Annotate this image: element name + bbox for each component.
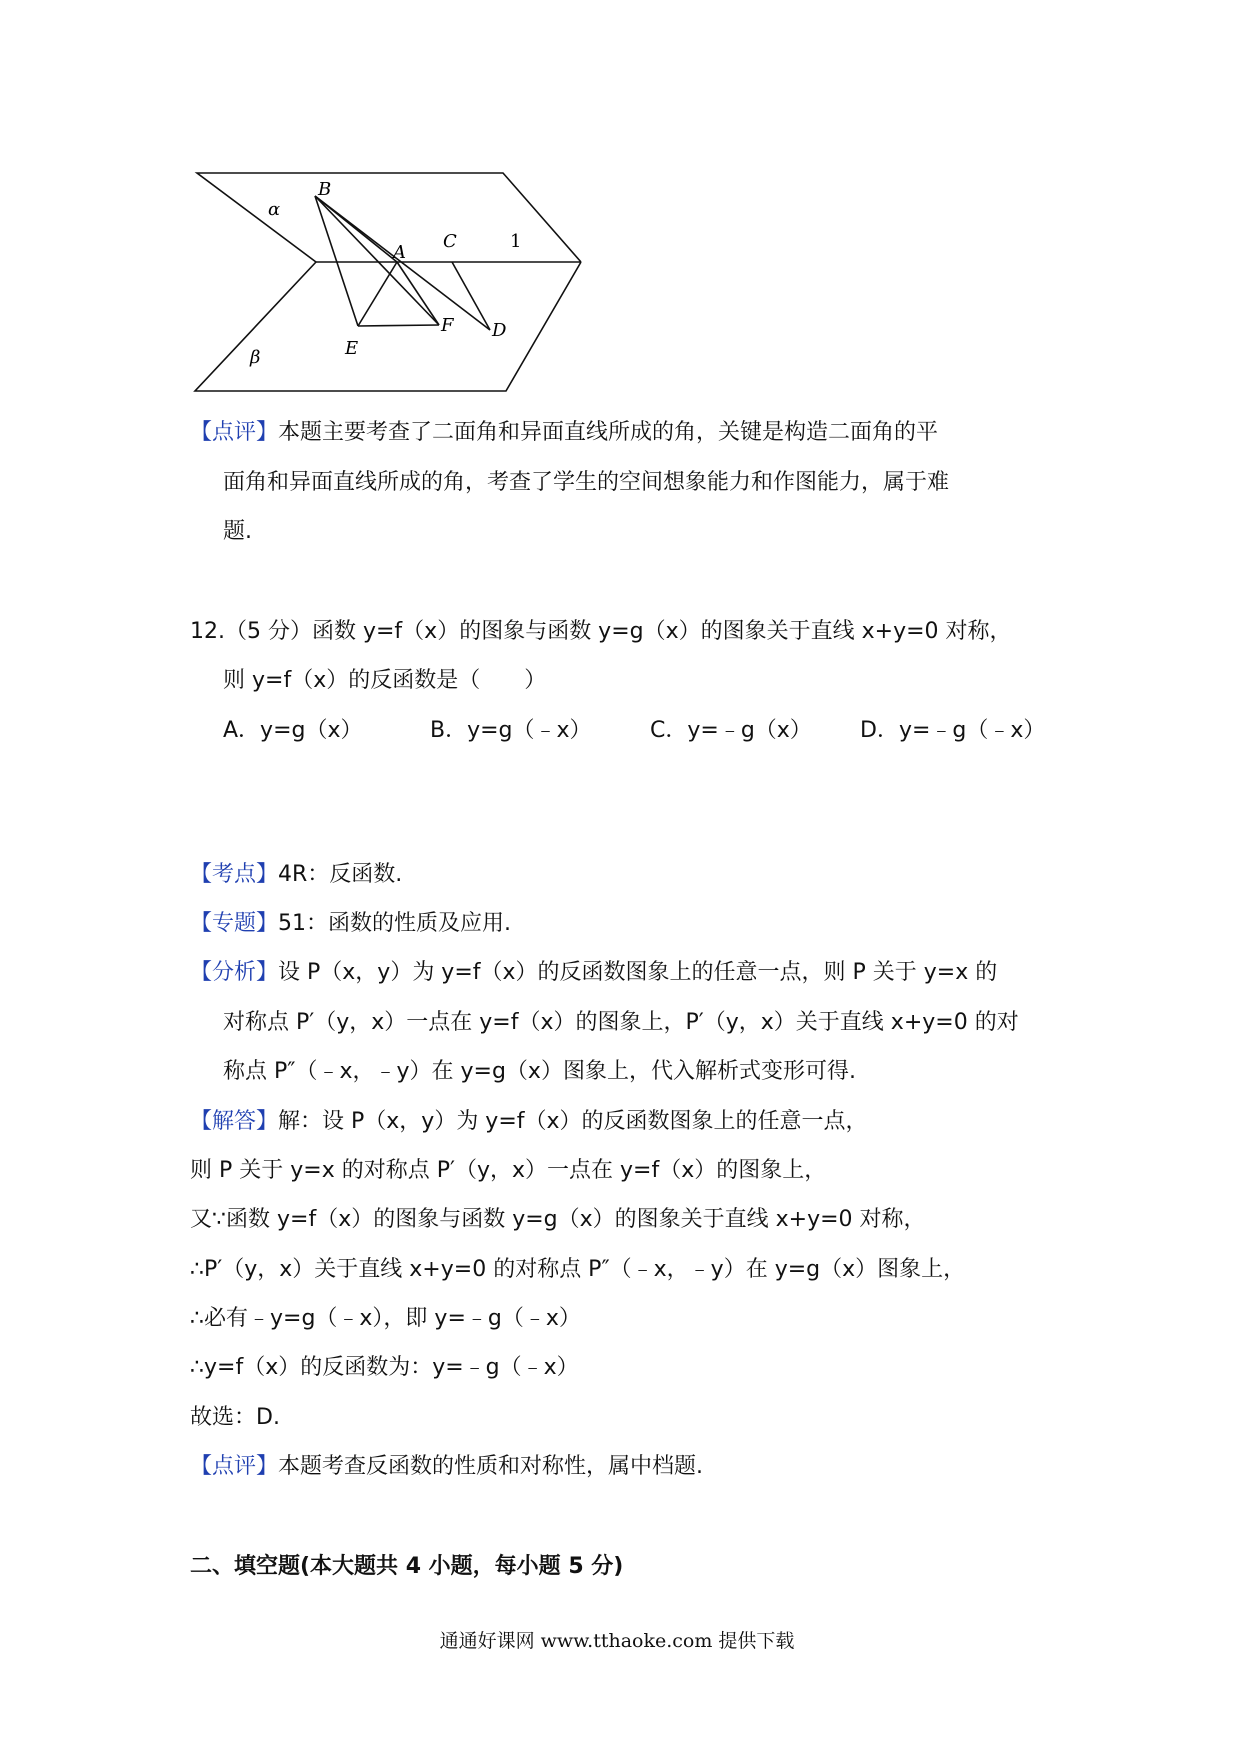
- label-A: A: [393, 242, 406, 263]
- label-1: 1: [510, 231, 522, 252]
- fenxi-tag: 【分析】: [190, 960, 279, 985]
- segment-BE: [315, 196, 358, 326]
- jieda-line1: [190, 1107, 868, 1137]
- zhuanti-text: 51：函数的性质及应用.: [278, 911, 512, 936]
- zhuanti-line: [190, 909, 511, 939]
- review1-line2: 面角和异面直线所成的角，考查了学生的空间想象能力和作图能力，属于难: [223, 470, 950, 495]
- question12-stem1: 12.（5 分）函数 y=f（x）的图象与函数 y=g（x）的图象关于直线 x+y=0 对称，: [190, 619, 1012, 644]
- label-D: D: [492, 320, 507, 341]
- question12-option-d: D．y=﹣g（﹣x）: [860, 718, 1046, 743]
- kaodian-line: [190, 860, 402, 890]
- jieda-line6: ∴y=f（x）的反函数为：y=﹣g（﹣x）: [190, 1355, 579, 1380]
- segment-BD: [315, 196, 490, 330]
- fenxi-line1: [190, 958, 997, 988]
- review2-line: [190, 1452, 703, 1482]
- review1-line1: [190, 418, 938, 448]
- question12-option-b: B．y=g（﹣x）: [430, 718, 592, 743]
- fenxi-line2: 对称点 P′（y，x）一点在 y=f（x）的图象上，P′（y，x）关于直线 x+y=0 的对: [223, 1010, 1019, 1035]
- question12-option-a: A．y=g（x）: [223, 718, 363, 743]
- segment-BF: [315, 196, 439, 325]
- jieda-tag: 【解答】: [190, 1109, 279, 1134]
- jieda-line7: 故选：D.: [190, 1405, 280, 1430]
- jieda-line2: 则 P 关于 y=x 的对称点 P′（y，x）一点在 y=f（x）的图象上，: [190, 1158, 827, 1183]
- segment-EF: [358, 325, 439, 326]
- footer-text: 通通好课网 www.tthaoke.com 提供下载: [439, 1630, 795, 1652]
- dihedral-angle-figure: [190, 165, 590, 400]
- plane-beta-outline: [195, 262, 581, 391]
- segment-EA: [358, 262, 397, 326]
- review2-text: 本题考查反函数的性质和对称性，属中档题.: [278, 1454, 704, 1479]
- segment-CD: [452, 262, 490, 330]
- review1-tag: 【点评】: [190, 420, 279, 445]
- kaodian-tag: 【考点】: [190, 862, 279, 887]
- label-B: B: [318, 179, 332, 200]
- fenxi-line3: 称点 P″（﹣x，﹣y）在 y=g（x）图象上，代入解析式变形可得.: [223, 1059, 856, 1084]
- segment-AF: [397, 262, 439, 325]
- jieda-line5: ∴必有﹣y=g（﹣x），即 y=﹣g（﹣x）: [190, 1306, 581, 1331]
- review2-tag: 【点评】: [190, 1454, 279, 1479]
- review1-line3: 题.: [223, 519, 252, 544]
- question12-stem2: 则 y=f（x）的反函数是（ ）: [223, 668, 547, 693]
- label-beta: β: [250, 347, 261, 368]
- label-alpha: α: [268, 199, 281, 220]
- plane-alpha-outline: [197, 173, 581, 262]
- jieda-line3: 又∵函数 y=f（x）的图象与函数 y=g（x）的图象关于直线 x+y=0 对称，: [190, 1207, 926, 1232]
- kaodian-text: 4R：反函数.: [278, 862, 403, 887]
- section2-title: 二、填空题(本大题共 4 小题，每小题 5 分): [190, 1554, 624, 1579]
- jieda-text1: 解：设 P（x，y）为 y=f（x）的反函数图象上的任意一点，: [278, 1109, 868, 1134]
- label-F: F: [441, 315, 454, 336]
- review1-text1: 本题主要考查了二面角和异面直线所成的角，关键是构造二面角的平: [278, 420, 939, 445]
- question12-option-c: C．y=﹣g（x）: [650, 718, 812, 743]
- zhuanti-tag: 【专题】: [190, 911, 279, 936]
- jieda-line4: ∴P′（y，x）关于直线 x+y=0 的对称点 P″（﹣x，﹣y）在 y=g（x）图象上，: [190, 1257, 966, 1282]
- label-E: E: [345, 338, 359, 359]
- label-C: C: [443, 231, 457, 252]
- fenxi-text1: 设 P（x，y）为 y=f（x）的反函数图象上的任意一点，则 P 关于 y=x 的: [278, 960, 998, 985]
